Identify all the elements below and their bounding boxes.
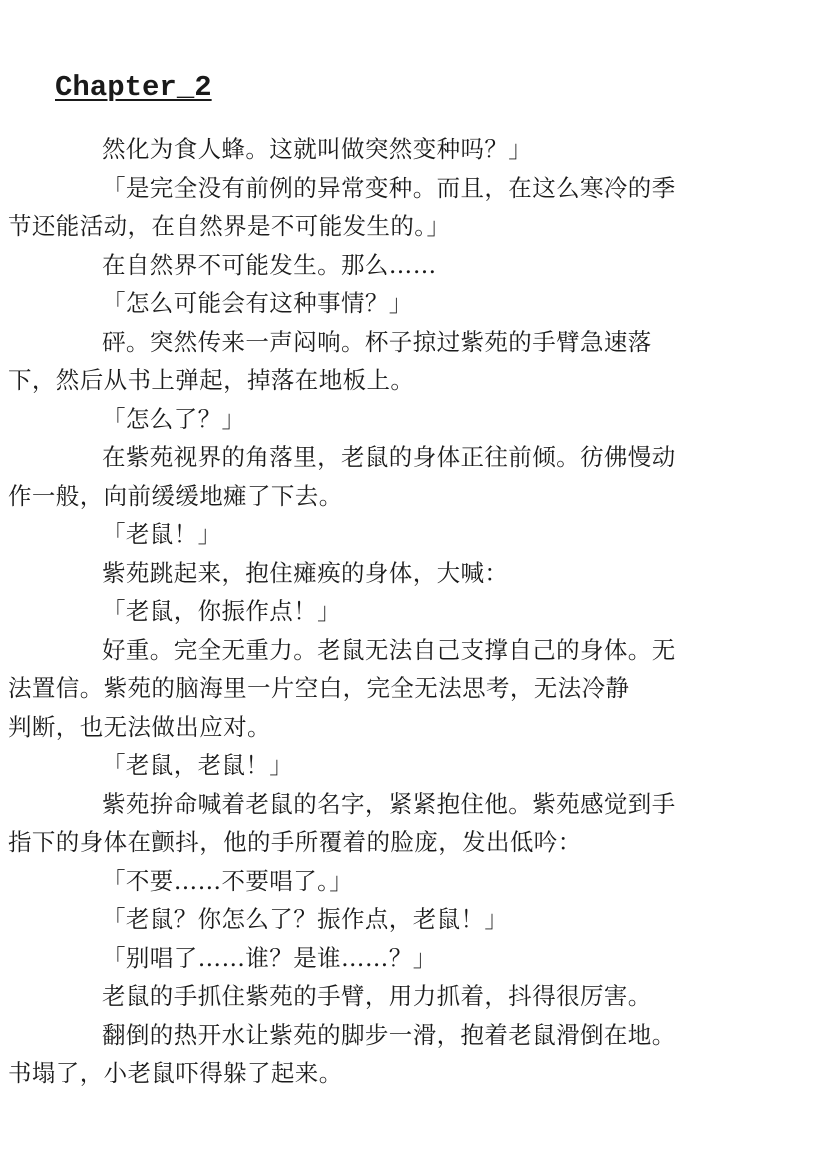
- text-line: 作一般，向前缓缓地瘫了下去。: [8, 481, 343, 510]
- text-line: 翻倒的热开水让紫苑的脚步一滑，抱着老鼠滑倒在地。: [102, 1020, 676, 1049]
- paragraph: [8, 785, 755, 862]
- text-line: 紫苑跳起来，抱住瘫痪的身体，大喊：: [102, 558, 509, 587]
- paragraph: [8, 438, 755, 515]
- paragraph: [55, 592, 755, 631]
- paragraph: [55, 900, 755, 939]
- text-line: 「老鼠，你振作点！」: [102, 597, 341, 625]
- paragraph: [8, 1016, 755, 1093]
- text-line: 节还能活动，在自然界是不可能发生的。」: [8, 212, 451, 240]
- text-line: 「不要……不要唱了。」: [102, 866, 354, 895]
- chapter-title: Chapter_2: [55, 71, 212, 104]
- text-line: 老鼠的手抓住紫苑的手臂，用力抓着，抖得很厉害。: [102, 982, 652, 1010]
- paragraph: [55, 246, 755, 285]
- text-line: 紫苑拚命喊着老鼠的名字，紧紧抱住他。紫苑感觉到手: [102, 789, 676, 818]
- paragraph: [55, 284, 755, 323]
- paragraph: [55, 130, 755, 169]
- text-line: 「老鼠？你怎么了？振作点，老鼠！」: [102, 905, 509, 933]
- text-line: 书塌了，小老鼠吓得躲了起来。: [8, 1059, 343, 1087]
- paragraph: [55, 400, 755, 439]
- text-line: 法置信。紫苑的脑海里一片空白，完全无法思考，无法冷静: [8, 674, 630, 702]
- text-line: 指下的身体在颤抖，他的手所覆着的脸庞，发出低吟：: [8, 828, 582, 856]
- text-line: 「老鼠，老鼠！」: [102, 751, 294, 779]
- paragraph: [55, 515, 755, 554]
- text-line: 砰。突然传来一声闷响。杯子掠过紫苑的手臂急速落: [102, 327, 652, 356]
- text-line: 「怎么可能会有这种事情？」: [102, 289, 413, 317]
- paragraph: [55, 939, 755, 978]
- paragraph: [55, 554, 755, 593]
- paragraph: [8, 169, 755, 246]
- text-line: 在紫苑视界的角落里，老鼠的身体正往前倾。彷佛慢动: [102, 443, 676, 471]
- document-page: [8, 68, 755, 1093]
- text-line: 下，然后从书上弹起，掉落在地板上。: [8, 366, 415, 394]
- text-line: 好重。完全无重力。老鼠无法自己支撑自己的身体。无: [102, 635, 676, 664]
- text-line: 「老鼠！」: [102, 520, 222, 548]
- text-line: 判断，也无法做出应对。: [8, 712, 271, 741]
- paragraph: [55, 977, 755, 1016]
- text-line: 「怎么了？」: [102, 404, 246, 433]
- text-line: 在自然界不可能发生。那么……: [102, 250, 437, 279]
- body-text: [8, 130, 755, 1093]
- paragraph: [55, 746, 755, 785]
- paragraph: [8, 631, 755, 747]
- paragraph: [55, 862, 755, 901]
- paragraph: [8, 323, 755, 400]
- text-line: 「是完全没有前例的异常变种。而且，在这么寒冷的季: [102, 173, 676, 202]
- text-line: 「别唱了……谁？是谁……？」: [102, 943, 437, 972]
- text-line: 然化为食人蜂。这就叫做突然变种吗？」: [102, 135, 533, 163]
